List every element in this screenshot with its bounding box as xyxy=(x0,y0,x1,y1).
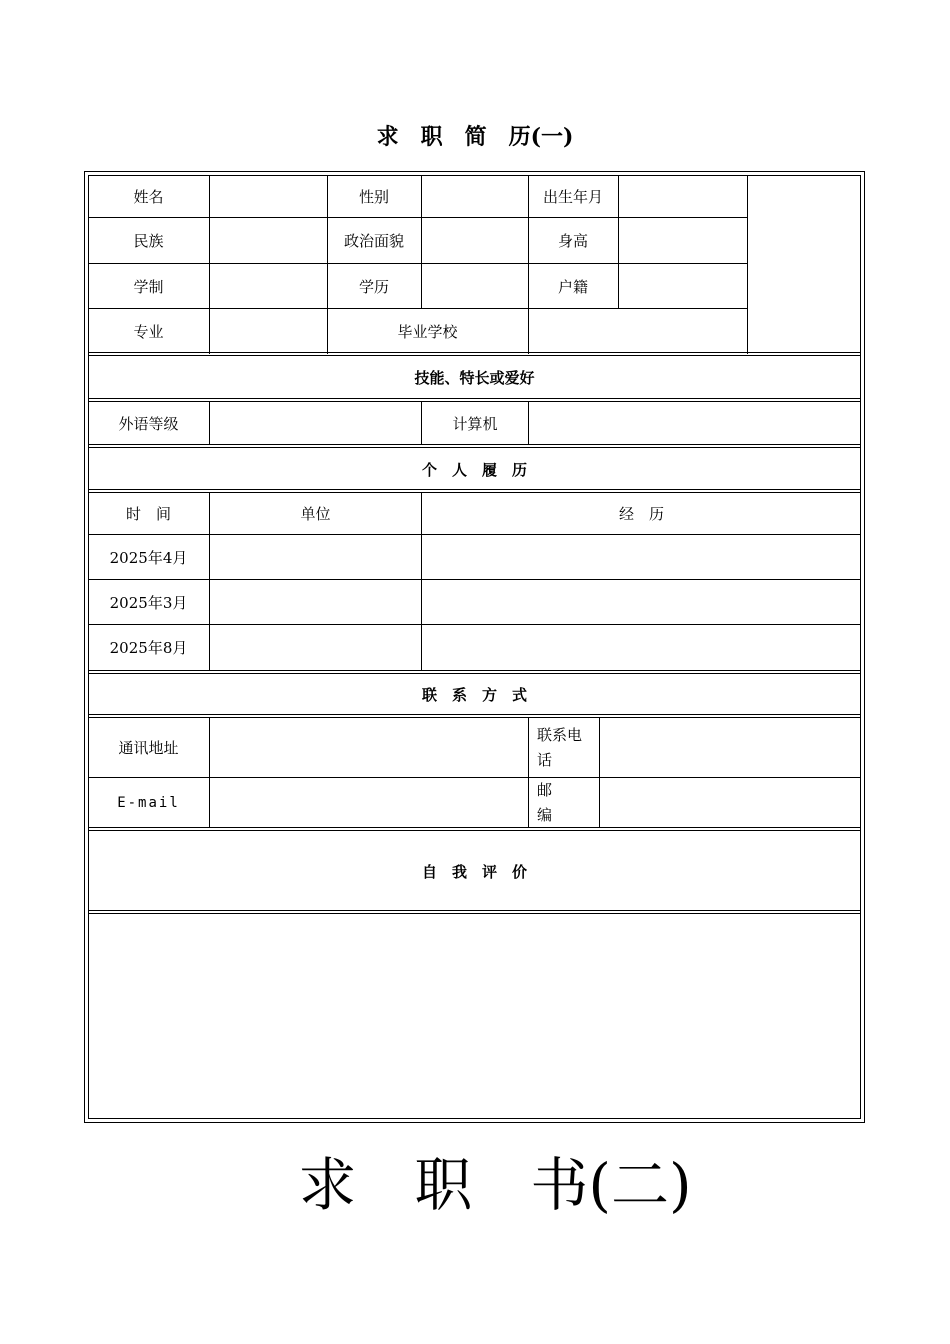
history-experience[interactable] xyxy=(422,535,861,579)
field-ethnicity[interactable] xyxy=(210,218,327,263)
field-gender[interactable] xyxy=(422,175,528,217)
history-unit[interactable] xyxy=(210,580,421,624)
cover-letter-title: 求 职 书(二) xyxy=(298,1151,692,1219)
label-computer: 计算机 xyxy=(452,414,498,433)
photo-slot[interactable] xyxy=(748,175,861,354)
history-experience[interactable] xyxy=(422,580,861,624)
section-title-history: 个 人 履 历 xyxy=(421,460,527,479)
resume-title: 求 职 简 历(一) xyxy=(376,124,574,150)
label-language-level: 外语等级 xyxy=(118,414,179,433)
label-birth: 出生年月 xyxy=(542,187,603,206)
history-unit[interactable] xyxy=(210,535,421,579)
label-school: 毕业学校 xyxy=(397,322,458,341)
history-time: 2025年8月 xyxy=(109,639,188,657)
field-computer[interactable] xyxy=(529,402,861,444)
field-birth[interactable] xyxy=(619,175,747,217)
label-phone: 联系电话 xyxy=(537,725,583,769)
field-height[interactable] xyxy=(619,218,747,263)
label-address: 通讯地址 xyxy=(118,739,179,757)
field-school[interactable] xyxy=(529,309,747,353)
field-schooling[interactable] xyxy=(210,264,327,308)
section-title-skills: 技能、特长或爱好 xyxy=(414,368,535,387)
field-name[interactable] xyxy=(210,175,327,217)
label-name: 姓名 xyxy=(133,187,164,206)
label-schooling: 学制 xyxy=(133,277,164,296)
field-language-level[interactable] xyxy=(210,402,421,444)
field-postcode[interactable] xyxy=(600,778,861,828)
label-education: 学历 xyxy=(358,277,389,296)
label-postcode: 邮编 xyxy=(537,781,553,824)
field-self-eval[interactable] xyxy=(88,914,861,1118)
label-politics: 政治面貌 xyxy=(343,232,404,250)
field-email[interactable] xyxy=(210,778,528,828)
section-title-contact: 联 系 方 式 xyxy=(421,686,527,704)
history-unit[interactable] xyxy=(210,625,421,670)
field-phone[interactable] xyxy=(600,718,861,777)
header-unit: 单位 xyxy=(300,505,331,523)
history-experience[interactable] xyxy=(422,625,861,670)
label-gender: 性别 xyxy=(358,187,389,206)
label-ethnicity: 民族 xyxy=(133,232,164,250)
header-time: 时 间 xyxy=(125,505,171,523)
field-major[interactable] xyxy=(210,309,327,353)
field-address[interactable] xyxy=(210,718,528,777)
label-email: E-mail xyxy=(117,795,180,811)
history-time: 2025年3月 xyxy=(109,593,188,612)
header-experience: 经 历 xyxy=(618,505,664,523)
label-hukou: 户籍 xyxy=(557,277,588,296)
history-time: 2025年4月 xyxy=(109,548,188,567)
label-height: 身高 xyxy=(557,232,588,250)
field-politics[interactable] xyxy=(422,218,528,263)
field-education[interactable] xyxy=(422,264,528,308)
label-major: 专业 xyxy=(133,322,164,341)
field-hukou[interactable] xyxy=(619,264,747,308)
section-title-self-eval: 自 我 评 价 xyxy=(421,862,527,881)
